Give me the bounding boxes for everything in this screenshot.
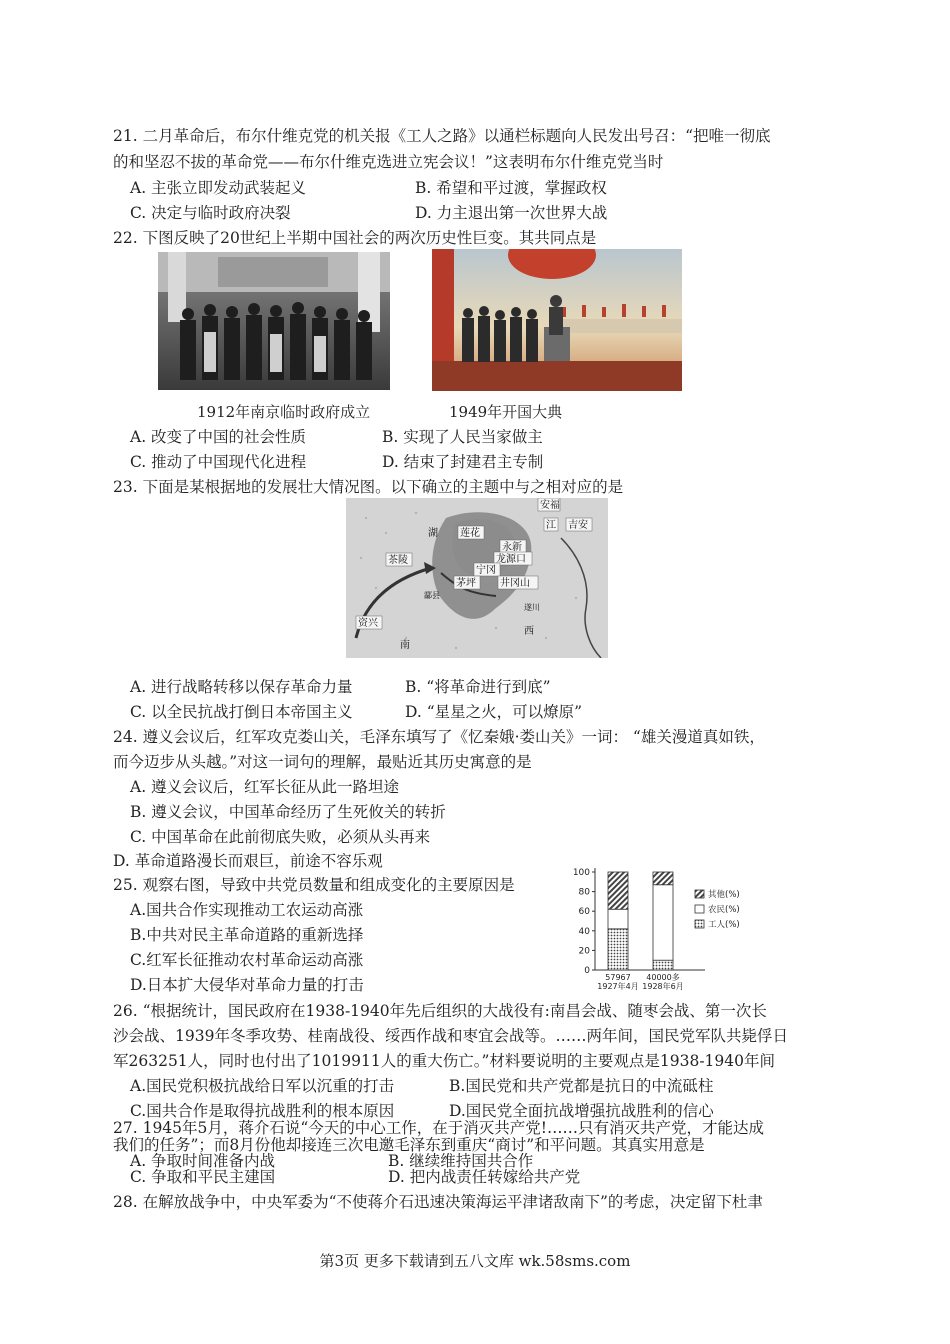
q25-option-a: A.国共合作实现推动工农运动高涨	[130, 901, 364, 919]
svg-text:吉安: 吉安	[568, 520, 588, 531]
q23-option-d: D. “星星之火，可以燎原”	[405, 703, 583, 721]
svg-text:龙源口: 龙源口	[496, 554, 526, 565]
q26-stem-line1: 26. “根据统计，国民政府在1938-1940年先后组织的大战役有:南昌会战、随枣会战、第一次长	[113, 1002, 767, 1020]
svg-text:南: 南	[400, 640, 410, 651]
legend-swatch	[695, 890, 704, 898]
q27-option-c: C. 争取和平民主建国	[130, 1168, 276, 1186]
legend-swatch	[695, 920, 704, 928]
bar-segment	[653, 960, 673, 970]
q22-option-d: D. 结束了封建君主专制	[382, 453, 544, 471]
svg-text:井冈山: 井冈山	[500, 578, 530, 589]
svg-text:资兴: 资兴	[358, 618, 378, 629]
bar-segment	[608, 909, 628, 929]
q22-stem: 22. 下图反映了20世纪上半期中国社会的两次历史性巨变。其共同点是	[113, 229, 597, 247]
q23-option-b: B. “将革命进行到底”	[405, 678, 551, 696]
category-count-label: 57967	[605, 973, 631, 982]
party-membership-chart	[565, 862, 790, 994]
svg-text:江: 江	[546, 520, 556, 531]
q22-option-c: C. 推动了中国现代化进程	[130, 453, 307, 471]
q21-option-b: B. 希望和平过渡，掌握政权	[415, 179, 607, 197]
q22-option-b: B. 实现了人民当家做主	[382, 428, 543, 446]
bar-segment	[653, 885, 673, 960]
q26-option-a: A.国民党积极抗战给日军以沉重的打击	[130, 1077, 395, 1095]
svg-text:宁冈: 宁冈	[476, 565, 496, 576]
legend-label: 工人(%)	[708, 920, 740, 930]
q21-stem-line1: 21. 二月革命后，布尔什维克党的机关报《工人之路》以通栏标题向人民发出号召：“把唯一彻底	[113, 127, 771, 145]
photo-1912-nanjing-government	[158, 252, 390, 390]
q21-option-d: D. 力主退出第一次世界大战	[415, 204, 608, 222]
q22-option-a: A. 改变了中国的社会性质	[130, 428, 307, 446]
legend-swatch	[695, 905, 704, 913]
svg-text:莲花: 莲花	[460, 528, 480, 539]
y-tick-label: 20	[578, 946, 590, 957]
category-label: 1928年6月	[642, 982, 684, 991]
svg-text:永新: 永新	[502, 542, 522, 553]
q25-stem: 25. 观察右图，导致中共党员数量和组成变化的主要原因是	[113, 876, 515, 894]
q27-stem-line2: 我们的任务”；而8月份他却接连三次电邀毛泽东到重庆“商讨”和平问题。其真实用意是	[113, 1136, 705, 1154]
y-tick-label: 80	[578, 887, 590, 898]
q28-stem-line1: 28. 在解放战争中，中央军委为“不使蒋介石迅速决策海运平津诸敌南下”的考虑，决定留下杜聿	[113, 1193, 763, 1211]
q27-option-d: D. 把内战责任转嫁给共产党	[388, 1168, 581, 1186]
q25-option-d: D.日本扩大侵华对革命力量的打击	[130, 976, 364, 994]
svg-text:酃县: 酃县	[424, 591, 440, 600]
page-footer: 第3页 更多下载请到五八文库 wk.58sms.com	[319, 1252, 631, 1270]
legend-label: 其他(%)	[708, 890, 740, 900]
q21-option-c: C. 决定与临时政府决裂	[130, 204, 291, 222]
q26-stem-line2: 沙会战、1939年冬季攻势、桂南战役、绥西作战和枣宜会战等。……两年间，国民党军队共毙俘日	[113, 1027, 788, 1045]
category-label: 1927年4月	[597, 982, 639, 991]
q24-stem-line2: 而今迈步从头越。”对这一词句的理解，最贴近其历史寓意的是	[113, 753, 532, 771]
q24-option-a: A. 遵义会议后，红军长征从此一路坦途	[130, 778, 400, 796]
q21-stem-line2: 的和坚忍不拔的革命党——布尔什维克选进立宪会议！”这表明布尔什维克党当时	[113, 153, 664, 171]
q27-option-b: B. 继续维持国共合作	[388, 1152, 534, 1170]
q26-stem-line3: 军263251人，同时也付出了1019911人的重大伤亡。”材料要说明的主要观点是1938-1940年间	[113, 1052, 776, 1070]
photo-1949-caption: 1949年开国大典	[449, 403, 563, 421]
svg-text:遂川: 遂川	[524, 603, 540, 612]
q27-stem-line1: 27. 1945年5月，蒋介石说“今天的中心工作，在于消灭共产党!……只有消灭共产党，才能达成	[113, 1119, 765, 1137]
y-tick-label: 40	[578, 926, 590, 937]
category-count-label: 40000多	[646, 973, 680, 982]
q23-option-c: C. 以全民抗战打倒日本帝国主义	[130, 703, 353, 721]
bar-segment	[608, 929, 628, 970]
legend-label: 农民(%)	[708, 905, 740, 915]
jinggangshan-base-map	[346, 498, 608, 658]
q26-option-c: C.国共合作是取得抗战胜利的根本原因	[130, 1102, 395, 1120]
q24-option-d: D. 革命道路漫长而艰巨，前途不容乐观	[113, 852, 383, 870]
q21-option-a: A. 主张立即发动武装起义	[130, 179, 307, 197]
photo-1912-caption: 1912年南京临时政府成立	[197, 403, 371, 421]
y-tick-label: 0	[584, 966, 590, 976]
q23-stem: 23. 下面是某根据地的发展壮大情况图。以下确立的主题中与之相对应的是	[113, 478, 624, 496]
photo-1949-founding-ceremony	[432, 249, 682, 391]
q23-option-a: A. 进行战略转移以保存革命力量	[130, 678, 353, 696]
q24-option-c: C. 中国革命在此前彻底失败，必须从头再来	[130, 828, 431, 846]
q24-option-b: B. 遵义会议，中国革命经历了生死攸关的转折	[130, 803, 446, 821]
q25-option-c: C.红军长征推动农村革命运动高涨	[130, 951, 364, 969]
y-tick-label: 60	[578, 907, 590, 918]
q27-option-a: A. 争取时间准备内战	[130, 1152, 276, 1170]
q26-option-d: D.国民党全面抗战增强抗战胜利的信心	[449, 1102, 714, 1120]
svg-text:茶陵: 茶陵	[388, 555, 408, 566]
svg-text:西: 西	[524, 626, 534, 637]
bar-segment	[653, 872, 673, 885]
bar-segment	[608, 872, 628, 909]
svg-text:安福: 安福	[540, 500, 560, 511]
svg-text:茅坪: 茅坪	[456, 578, 476, 589]
q25-option-b: B.中共对民主革命道路的重新选择	[130, 926, 364, 944]
q26-option-b: B.国民党和共产党都是抗日的中流砥柱	[449, 1077, 714, 1095]
svg-text:湖: 湖	[428, 528, 438, 539]
y-tick-label: 100	[572, 868, 590, 878]
q24-stem-line1: 24. 遵义会议后，红军攻克娄山关，毛泽东填写了《忆秦娥·娄山关》一词： “雄关漫道真如铁，	[113, 728, 765, 746]
